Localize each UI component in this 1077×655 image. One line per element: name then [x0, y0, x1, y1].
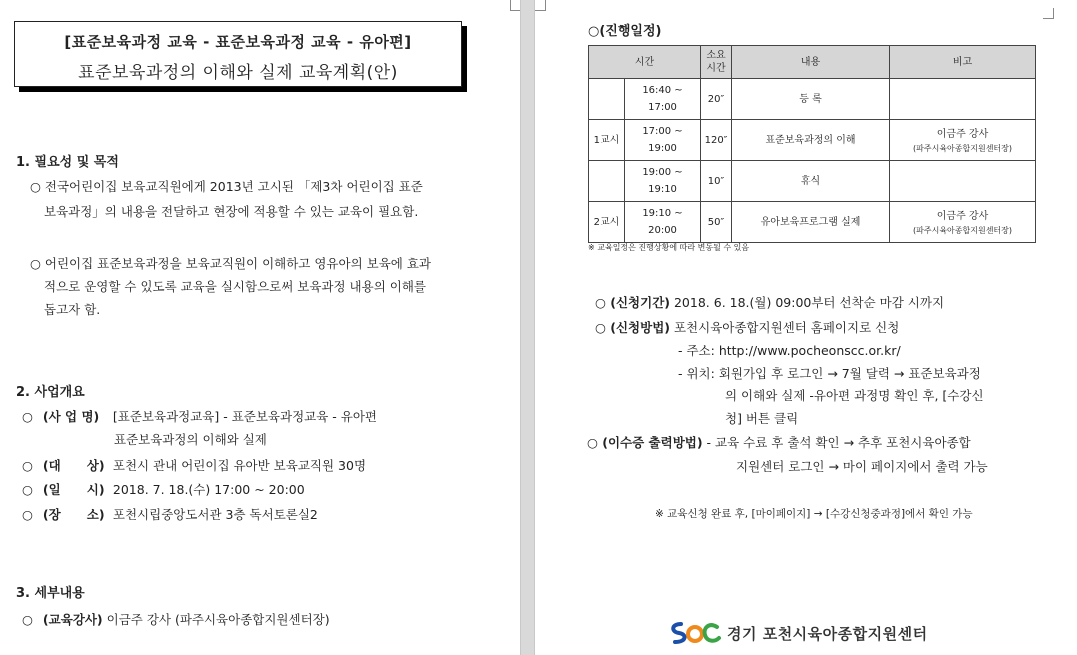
table-row: [589, 161, 1036, 202]
overview-row: ○ (대 상) 포천시 관내 어린이집 유아반 보육교직원 30명: [22, 458, 367, 473]
section-1-para-1-line-2: 보육과정」의 내용을 전달하고 현장에 적용할 수 있는 교육이 필요함.: [44, 204, 419, 219]
left-page: [0, 0, 520, 655]
period-cell: 2교시: [589, 202, 625, 243]
table-row: [589, 202, 1036, 243]
certificate-row: ○ (이수증 출력방법) - 교육 수료 후 출석 확인 → 추후 포천시육아종합: [587, 435, 971, 450]
location-line-1: - 위치: 회원가입 후 로그인 → 7월 달력 → 표준보육과정: [678, 366, 981, 381]
location-line-2: 의 이해와 실제 -유아편 과정명 확인 후, [수강신: [725, 388, 984, 403]
overview-row: 표준보육과정의 이해와 실제: [114, 432, 267, 447]
section-1-para-1-line-1: ○ 전국어린이집 보육교직원에게 2013년 고시된 「제3차 어린이집 표준: [30, 179, 423, 194]
period-cell: [589, 161, 625, 202]
section-1-para-2-line-1: ○ 어린이집 표준보육과정을 보육교직원이 이해하고 영유아의 보육에 효과: [30, 256, 431, 271]
section-1-heading: 1. 필요성 및 목적: [16, 155, 119, 170]
location-line-3: 청] 버튼 클릭: [725, 411, 799, 426]
center-logo-icon: [667, 618, 723, 648]
period-cell: 1교시: [589, 120, 625, 161]
content-cell: 휴식: [732, 161, 890, 202]
page-corner-mark: [1043, 8, 1054, 19]
note-cell: [890, 161, 1036, 202]
table-header-row: [589, 46, 1036, 79]
note-affiliation: (파주시육아종합지원센터장): [913, 225, 1012, 235]
footnote: ※ 교육신청 완료 후, [마이페이지] → [수강신청중과정]에서 확인 가능: [655, 508, 973, 520]
period-cell: [589, 79, 625, 120]
duration-cell: 120″: [701, 120, 732, 161]
note-instructor: 이금주 강사: [936, 210, 989, 222]
note-cell: [890, 202, 1036, 243]
note-cell: [890, 120, 1036, 161]
document-subtitle: 표준보육과정의 이해와 실제 교육계획(안): [78, 63, 398, 83]
section-3-heading: 3. 세부내용: [16, 586, 85, 601]
time-cell: 19:10 ~ 20:00: [625, 202, 701, 243]
page-gutter: [520, 0, 535, 655]
table-header-cell: 내용: [732, 46, 890, 79]
note-cell: [890, 79, 1036, 120]
apply-method-row: ○ (신청방법) 포천시육아종합지원센터 홈페이지로 신청: [595, 320, 900, 335]
section-1-para-2-line-2: 적으로 운영할 수 있도록 교육을 실시함으로써 보육과정 내용의 이해를: [44, 279, 426, 294]
duration-cell: 50″: [701, 202, 732, 243]
page-corner-mark: [535, 0, 546, 11]
certificate-line-2: 지원센터 로그인 → 마이 페이지에서 출력 가능: [736, 459, 988, 474]
section-1-para-2-line-3: 돕고자 함.: [44, 302, 101, 317]
title-box: [14, 21, 462, 87]
overview-row: ○ (사 업 명) [표준보육과정교육] - 표준보육과정교육 - 유아편: [22, 409, 377, 424]
table-row: [589, 79, 1036, 120]
duration-cell: 10″: [701, 161, 732, 202]
schedule-title: ○(진행일정): [588, 24, 662, 39]
table-header-cell: 비고: [890, 46, 1036, 79]
duration-cell: 20″: [701, 79, 732, 120]
content-cell: 유아보육프로그램 실제: [732, 202, 890, 243]
address-line: - 주소: http://www.pocheonscc.or.kr/: [678, 343, 901, 358]
document-title: [표준보육과정 교육 - 표준보육과정 교육 - 유아편]: [64, 33, 412, 51]
apply-period-row: ○ (신청기간) 2018. 6. 18.(월) 09:00부터 선착순 마감 시까지: [595, 295, 945, 310]
note-affiliation: (파주시육아종합지원센터장): [913, 143, 1012, 153]
table-header-cell: 소요 시간: [701, 46, 732, 79]
content-cell: 표준보육과정의 이해: [732, 120, 890, 161]
table-note: ※ 교육일정은 진행상황에 따라 변동될 수 있음: [588, 243, 750, 252]
section-2-heading: 2. 사업개요: [16, 385, 85, 400]
table-row: [589, 120, 1036, 161]
time-cell: 16:40 ~ 17:00: [625, 79, 701, 120]
overview-row: ○ (일 시) 2018. 7. 18.(수) 17:00 ~ 20:00: [22, 482, 305, 497]
time-cell: 17:00 ~ 19:00: [625, 120, 701, 161]
instructor-row: ○ (교육강사) 이금주 강사 (파주시육아종합지원센터장): [22, 612, 330, 627]
schedule-table: [588, 45, 1036, 243]
overview-row: ○ (장 소) 포천시립중앙도서관 3층 독서토론실2: [22, 507, 318, 522]
note-instructor: 이금주 강사: [936, 128, 989, 140]
time-cell: 19:00 ~ 19:10: [625, 161, 701, 202]
center-logo-text: 경기 포천시육아종합지원센터: [727, 624, 928, 643]
table-header-cell: 시간: [589, 46, 701, 79]
right-page: [535, 0, 1077, 655]
content-cell: 등 록: [732, 79, 890, 120]
center-logo: [667, 618, 928, 648]
